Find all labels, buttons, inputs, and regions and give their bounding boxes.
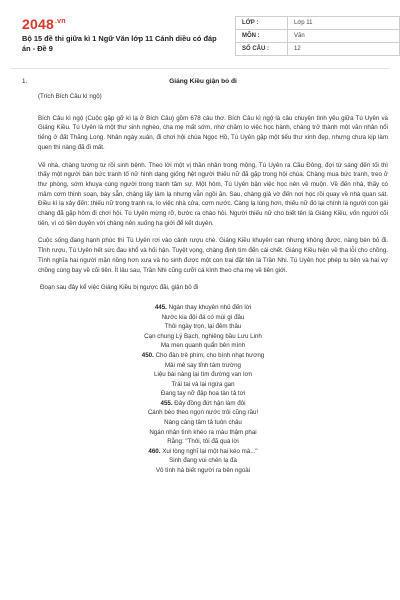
poem-line <box>14 456 392 466</box>
poem-line-text: Rằng: "Thôi, tôi đã quá lời <box>167 438 239 446</box>
document-title: Bộ 15 đề thi giữa kì 1 Ngữ Văn lớp 11 Cánh diều có đáp án - Đề 9 <box>22 34 217 53</box>
logo-text: 2048 <box>22 16 54 32</box>
header-divider <box>10 68 390 69</box>
poem-line-text: Liệu bài nàng lại tìm đường van lơn <box>154 371 252 379</box>
passage-paragraph: Bích Câu kì ngộ (Cuộc gặp gỡ kì lạ ở Bích Câu) gồm 678 câu thơ. Bích Câu kì ngộ là câu chuyện tình yêu giữa Tú Uyên và Giáng Kiều. Tú Uyên là một thư sinh nghèo, cha mẹ mất sớm, nhờ chăm lo việc học hành, chàng trở thành một văn nhân nổi tiếng ở đất Thăng Long. Nhân ngày xuân, đi chơi hội chùa Ngọc Hồ, Tú Uyên gặp một tiểu thư xinh đẹp, nhưng chưa kịp làm quen thì nàng đã đi mất. <box>38 114 388 151</box>
meta-label: SỐ CÂU : <box>236 43 288 56</box>
poem-line <box>14 389 392 399</box>
passage-source: (Trích Bích Câu kì ngộ) <box>38 93 102 100</box>
poem-line <box>14 313 392 323</box>
poem-line-text: Cho đàn trẻ phim, cho bình nhạt hương <box>155 351 265 359</box>
line-number: 445. <box>154 303 167 311</box>
poem-line-text: Sinh đang vui chén lạ đà <box>169 457 237 465</box>
meta-label: LỚP : <box>236 17 288 30</box>
poem-line <box>14 418 392 428</box>
passage-paragraph: Về nhà, chàng tương tư rồi sinh bệnh. Theo lời một vị thần nhân trong mộng, Tú Uyên ra Cầu Đông, đợi từ sáng đến tối thì thấy một người bán bức tranh tố nữ hình dạng giống hệt người thiếu nữ đã gặp trong hội chùa. Chàng mua bức tranh, treo ở thư phòng, sớm khuya cúng người trong tranh tâm sự. Một hôm, Tú Uyên bận việc học nên về muộn. Về đến nhà, thấy có mâm cơm thịnh soạn, bày sẵn, chàng lấy làm lạ nhưng vẫn ngồi ăn. Sau, chàng giả vờ đến nơi học rồi quay về nhà quan sát. Điều kì lạ xảy đến: thiếu nữ trong tranh ra, lo việc nhà cửa, cơm nước. Càng lạ lùng hơn, thiếu nữ đó lại chính là người con gái chàng đã gặp hôm đi chơi hội. Tú Uyên mừng rỡ, bước ra chào hỏi. Người thiếu nữ cho biết tên là Giáng Kiều, vốn người cõi tiên, vì có tiền duyên với chàng nên xuống hạ giới để kết duyên. <box>38 161 388 227</box>
poem-line-text: Cạn chung Lý Bạch, nghiêng bầu Lưu Linh <box>144 332 262 340</box>
meta-value: Văn <box>288 30 400 43</box>
meta-label: MÔN : <box>236 30 288 43</box>
poem-line <box>14 447 392 457</box>
poem-line <box>14 380 392 390</box>
poem-line <box>14 370 392 380</box>
document-header <box>12 8 388 60</box>
poem-line-text: Ngán thay khuyên nhủ đến lời <box>168 303 252 311</box>
question-heading <box>14 76 392 92</box>
meta-row-count <box>236 43 400 56</box>
line-number: 455. <box>160 399 173 407</box>
poem-line <box>14 428 392 438</box>
poem-line-text: Nàng càng tâm tả tuôn châu <box>164 419 242 427</box>
poem-line-text: Mải mê say tỉnh tám trường <box>165 361 241 369</box>
document-meta-table <box>235 16 400 56</box>
poem-line <box>14 341 392 351</box>
poem-line-text: Thôi ngày trọn, lại đêm thâu <box>164 323 242 331</box>
poem-line <box>14 466 392 476</box>
logo-tld: .vn <box>54 18 66 26</box>
line-number: 450. <box>141 351 154 359</box>
poem-line-text: Xui lòng nghĩ lại một hai kéo mà..." <box>162 447 258 455</box>
passage-title: Giáng Kiều giận bỏ đi <box>169 78 237 85</box>
poem-line <box>14 399 392 409</box>
line-number: 460. <box>148 447 161 455</box>
poem-line <box>14 351 392 361</box>
poem-lead: Đoạn sau đây kể việc Giáng Kiều bị ngược đãi, giận bỏ đi <box>40 284 199 292</box>
poem-line <box>14 322 392 332</box>
poem-line <box>14 332 392 342</box>
poem-line <box>14 361 392 371</box>
passage-paragraph: Cuộc sống đang hạnh phúc thì Tú Uyên rơi vào cảnh rượu chè. Giáng Kiều khuyên can nhưng không được, nàng bèn bỏ đi. Tỉnh rượu, Tú Uyên hết sức đau khổ và hối hận. Tuyệt vọng, chàng định tìm đến cái chết. Giáng Kiều hiện về tha lỗi cho chồng. Tình nghĩa hai người mặn nồng hơn xưa và họ sinh được một con trai đặt tên là Trần Nhi. Tú Uyên học phép tu tiên và hai vợ chồng cùng bay về cõi tiên. Ít lâu sau, Trần Nhi cũng cưỡi cá kình theo cha mẹ về tiên giới. <box>38 237 388 274</box>
poem-line-text: Đang tay nỡ đập hoa tàn tả tơi <box>160 390 246 398</box>
question-number: 1. <box>22 78 28 85</box>
question-content <box>14 76 392 476</box>
site-logo[interactable] <box>22 16 66 32</box>
poem-line-text: Đây đồng đứt hận làm đôi <box>174 399 246 407</box>
meta-value: Lớp 11 <box>288 17 400 30</box>
poem-line-text: Cánh bèo theo ngọn nước trôi cũng rầu! <box>147 409 259 417</box>
poem-line-text: Ngán nhân tình khéo ra màu thậm phai <box>149 428 257 436</box>
poem <box>14 303 392 476</box>
poem-line-text: Trái tai và lại ngứa gan <box>171 380 235 388</box>
meta-row-class <box>236 17 400 30</box>
poem-line-text: Nước kia đội đá có mùi gì đâu <box>161 313 245 321</box>
poem-line <box>14 303 392 313</box>
poem-line <box>14 408 392 418</box>
meta-row-subject <box>236 30 400 43</box>
poem-line <box>14 437 392 447</box>
poem-line-text: Vô tình há biết người ra bên ngoài <box>155 467 251 475</box>
poem-line-text: Ma men quanh quẩn bên mình <box>160 342 246 350</box>
meta-value: 12 <box>288 43 400 56</box>
